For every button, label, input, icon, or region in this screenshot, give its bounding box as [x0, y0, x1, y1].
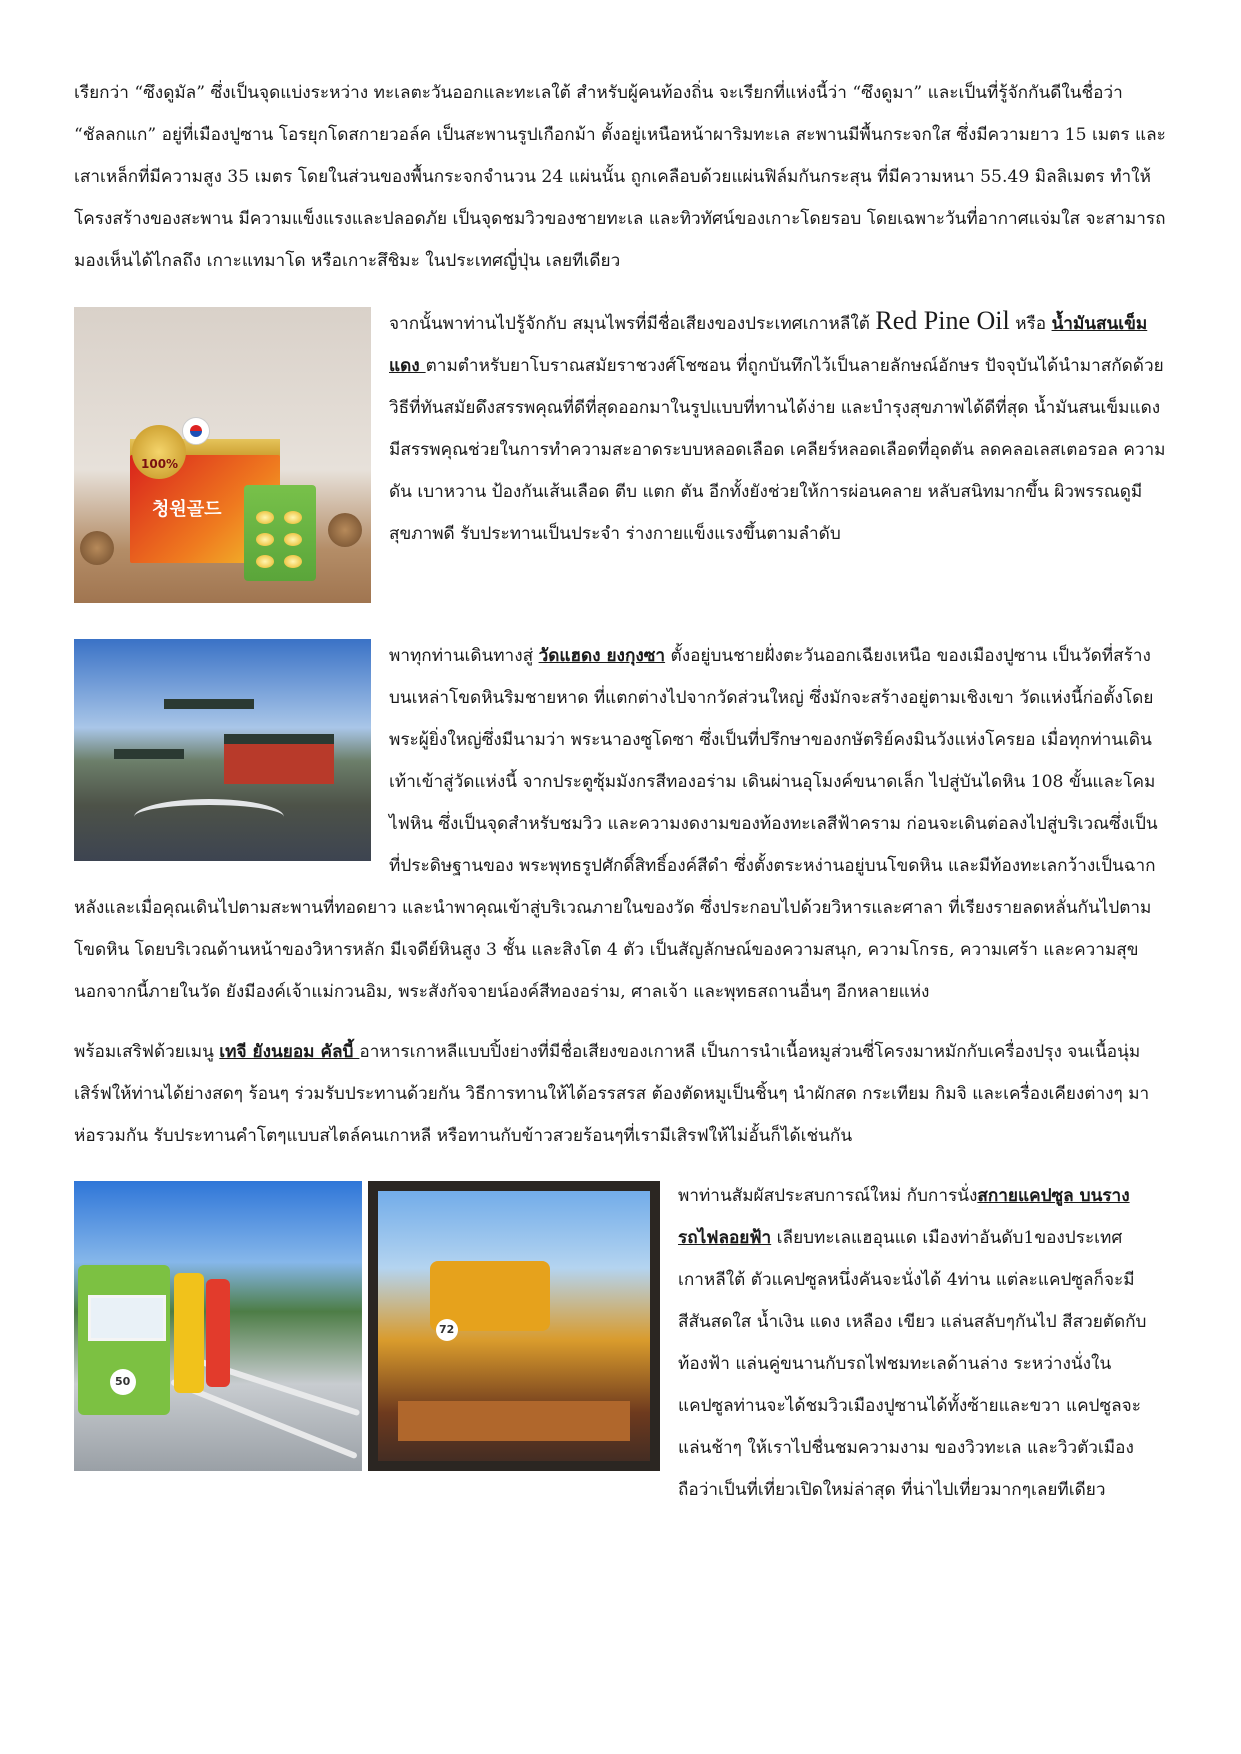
sky-capsule-name: สกายแคปซูล บนรางรถไฟลอยฟ้า: [678, 1186, 1130, 1248]
temple-roof: [114, 749, 184, 759]
sky-capsule-section: [74, 1175, 1166, 1511]
temple-name: วัดแฮดง ยงกุงซา: [538, 646, 666, 666]
temple-intro-text: พาทุกท่านเดินทางสู่: [389, 646, 539, 666]
red-pine-oil-thai-name: น้ำมันสนเข็มแดง: [389, 314, 1148, 376]
document-page: [74, 72, 1166, 1529]
temple-roof: [164, 699, 254, 709]
percent-badge: [132, 425, 186, 479]
sky-capsule-image-group: [74, 1181, 660, 1471]
capsule-icon: [284, 511, 302, 524]
box-brand-text: 청원골드: [152, 499, 222, 520]
temple-roof: [224, 734, 334, 744]
red-pine-oil-title: Red Pine Oil: [875, 306, 1010, 335]
red-pine-oil-product-image: [74, 307, 371, 603]
sky-capsule-interior-image: [368, 1181, 660, 1471]
bbq-menu-name: เทจี ยังนยอม คัลบี้: [219, 1042, 360, 1062]
red-pine-oil-section: [74, 300, 1166, 617]
badge-text: 100%: [141, 457, 179, 471]
capsule-icon: [256, 533, 274, 546]
capsule-intro-text: พาท่านสัมผัสประสบการณ์ใหม่ กับการนั่ง: [678, 1186, 978, 1206]
sky-capsule-train-image: [74, 1181, 362, 1471]
bbq-intro-text: พร้อมเสริฟด้วยเมนู: [74, 1042, 220, 1062]
bbq-description-text: อาหารเกาหลีแบบปิ้งย่างที่มีชื่อเสียงของเกาหลี เป็นการนำเนื้อหมูส่วนซี่โครงมาหมักกับเครื่องปรุง จนเนื้อนุ่ม เสิร์ฟให้ท่านได้ย่างสดๆ ร้อนๆ ร่วมรับประทานด้วยกัน วิธีการทานให้ได้อรรสรส ต้องตัดหมูเป็นชิ้นๆ นำผักสด กระเทียม กิมจิ และเครื่องเคียงต่างๆ มาห่อรวมกัน รับประทานคำโตๆแบบสไตล์คนเกาหลี หรือทานกับข้าวสวยร้อนๆที่เรามีเสิรฟให้ไม่อั้นก็ได้เช่นกัน: [74, 1042, 1150, 1146]
pine-cone-icon: [328, 513, 362, 547]
capsule-icon: [256, 555, 274, 568]
bbq-section: [74, 1031, 1166, 1157]
oil-or-text: หรือ: [1009, 314, 1052, 334]
capsule-description-text: เลียบทะเลแฮอุนแด เมืองท่าอันดับ1ของประเทศเกาหลีใต้ ตัวแคปซูลหนึ่งคันจะนั่งได้ 4ท่าน แต่ละแคปซูลก็จะมีสีสันสดใส น้ำเงิน แดง เหลือง เขียว แล่นสลับๆกันไป สีสวยตัดกับท้องฟ้า แล่นคู่ขนานกับรถไฟชมทะเลด้านล่าง ระหว่างนั่งในแคปซูลท่านจะได้ชมวิวเมืองปูซานได้ทั้งซ้ายและขวา แคปซูลจะแล่นช้าๆ ให้เราไปชื่นชมความงาม ของวิวทะเล และวิวตัวเมือง ถือว่าเป็นที่เที่ยวเปิดใหม่ล่าสุด ที่น่าไปเที่ยวมากๆเลยทีเดียว: [678, 1228, 1147, 1500]
capsule-window: [88, 1295, 166, 1341]
capsule-number-badge: [436, 1319, 458, 1341]
pine-cone-icon: [80, 531, 114, 565]
capsule-number: 50: [115, 1375, 131, 1388]
red-capsule: [206, 1279, 230, 1387]
capsule-seat: [398, 1401, 630, 1441]
yellow-capsule-outside: [430, 1261, 550, 1336]
capsule-blister-pack: [244, 485, 316, 581]
temple-section: [74, 635, 1166, 1013]
capsule-icon: [284, 555, 302, 568]
capsule-number: 72: [439, 1323, 455, 1336]
temple-bridge: [134, 799, 284, 835]
oil-description-text: ตามตำหรับยาโบราณสมัยราชวงศ์โชซอน ที่ถูกบันทึกไว้เป็นลายลักษณ์อักษร ปัจจุบันได้นำมาสกัดด้วยวิธีที่ทันสมัยดึงสรรพคุณที่ดีที่สุดออกมาในรูปแบบที่ทานได้ง่าย และบำรุงสุขภาพได้ดีที่สุด น้ำมันสนเข็มแดงมีสรรพคุณช่วยในการทำความสะอาดระบบหลอดเลือด เคลียร์หลอดเลือดที่อุดตัน ลดคลอเลสเตอรอล ความดัน เบาหวาน ป้องกันเส้นเลือด ตีบ แตก ตัน อีกทั้งยังช่วยให้การผ่อนคลาย หลับสนิทมากขึ้น ผิวพรรณดูมีสุขภาพดี รับประทานเป็นประจำ ร่างกายแข็งแรงขึ้นตามลำดับ: [389, 356, 1166, 544]
temple-hall: [224, 744, 334, 784]
capsule-icon: [256, 511, 274, 524]
paragraph-bbq: [74, 1031, 1166, 1157]
temple-description-text: ตั้งอยู่บนชายฝั่งตะวันออกเฉียงเหนือ ของเมืองปูซาน เป็นวัดที่สร้างบนเหล่าโขดหินริมชายหาด ที่แตกต่างไปจากวัดส่วนใหญ่ ซึ่งมักจะสร้างอยู่ตามเชิงเขา วัดแห่งนี้ก่อตั้งโดย พระผู้ยิ่งใหญ่ซึ่งมีนามว่า พระนาองซูโดซา ซึ่งเป็นที่ปรึกษาของกษัตริย์คงมินวังแห่งโครยอ เมื่อทุกท่านเดินเท้าเข้าสู่วัดแห่งนี้ จากประตูซุ้มมังกรสีทองอร่าม เดินผ่านอุโมงค์ขนาดเล็ก ไปสู่บันไดหิน 108 ขั้นและโคมไฟหิน ซึ่งเป็นจุดสำหรับชมวิว และความงดงามของท้องทะเลสีฟ้าคราม ก่อนจะเดินต่อลงไปสู่บริเวณซึ่งเป็นที่ประดิษฐานของ พระพุทธรูปศักดิ์สิทธิ์องค์สีดำ ซึ่งตั้งตระหง่านอยู่บนโขดหิน และมีท้องทะเลกว้างเป็นฉากหลังและเมื่อคุณเดินไปตามสะพานที่ทอดยาว และนำพาคุณเข้าสู่บริเวณภายในของวัด ซึ่งประกอบไปด้วยวิหารและศาลา ที่เรียงรายลดหลั่นกันไปตามโขดหิน โดยบริเวณด้านหน้าของวิหารหลัก มีเจดีย์หินสูง 3 ชั้น และสิงโต 4 ตัว เป็นสัญลักษณ์ของความสนุก, ความโกรธ, ความเศร้า และความสุข นอกจากนี้ภายในวัด ยังมีองค์เจ้าแม่กวนอิม, พระสังกัจจายน์องค์สีทองอร่าม, ศาลเจ้า และพุทธสถานอื่นๆ อีกหลายแห่ง: [74, 646, 1158, 1002]
paragraph-skywalk: เรียกว่า “ซึงดูมัล” ซึ่งเป็นจุดแบ่งระหว่าง ทะเลตะวันออกและทะเลใต้ สำหรับผู้คนท้องถิ่น จะเรียกที่แห่งนี้ว่า “ซึงดูมา” และเป็นที่รู้จักกันดีในชื่อว่า “ชัลลกแก” อยู่ที่เมืองปูซาน โอรยุกโดสกายวอล์ค เป็นสะพานรูปเกือกม้า ตั้งอยู่เหนือหน้าผาริมทะเล สะพานมีพื้นกระจกใส ซึ่งมีความยาว 15 เมตร และเสาเหล็กที่มีความสูง 35 เมตร โดยในส่วนของพื้นกระจกจำนวน 24 แผ่นนั้น ถูกเคลือบด้วยแผ่นฟิล์มกันกระสุน ที่มีความหนา 55.49 มิลลิเมตร ทำให้โครงสร้างของสะพาน มีความแข็งแรงและปลอดภัย เป็นจุดชมวิวของชายทะเล และทิวทัศน์ของเกาะโดยรอบ โดยเฉพาะวันที่อากาศแจ่มใส จะสามารถมองเห็นได้ไกลถึง เกาะแทมาโด หรือเกาะสึชิมะ ในประเทศญี่ปุ่น เลยทีเดียว: [74, 83, 1166, 271]
korea-flag-icon: [182, 417, 210, 445]
green-capsule: [78, 1265, 170, 1415]
yellow-capsule: [174, 1273, 204, 1393]
haedong-yonggungsa-temple-image: [74, 639, 371, 861]
capsule-number-badge: [110, 1369, 136, 1395]
oil-intro-text: จากนั้นพาท่านไปรู้จักกับ สมุนไพรที่มีชื่อเสียงของประเทศเกาหลีใต้: [389, 314, 876, 334]
skywalk-section: [74, 72, 1166, 282]
capsule-icon: [284, 533, 302, 546]
